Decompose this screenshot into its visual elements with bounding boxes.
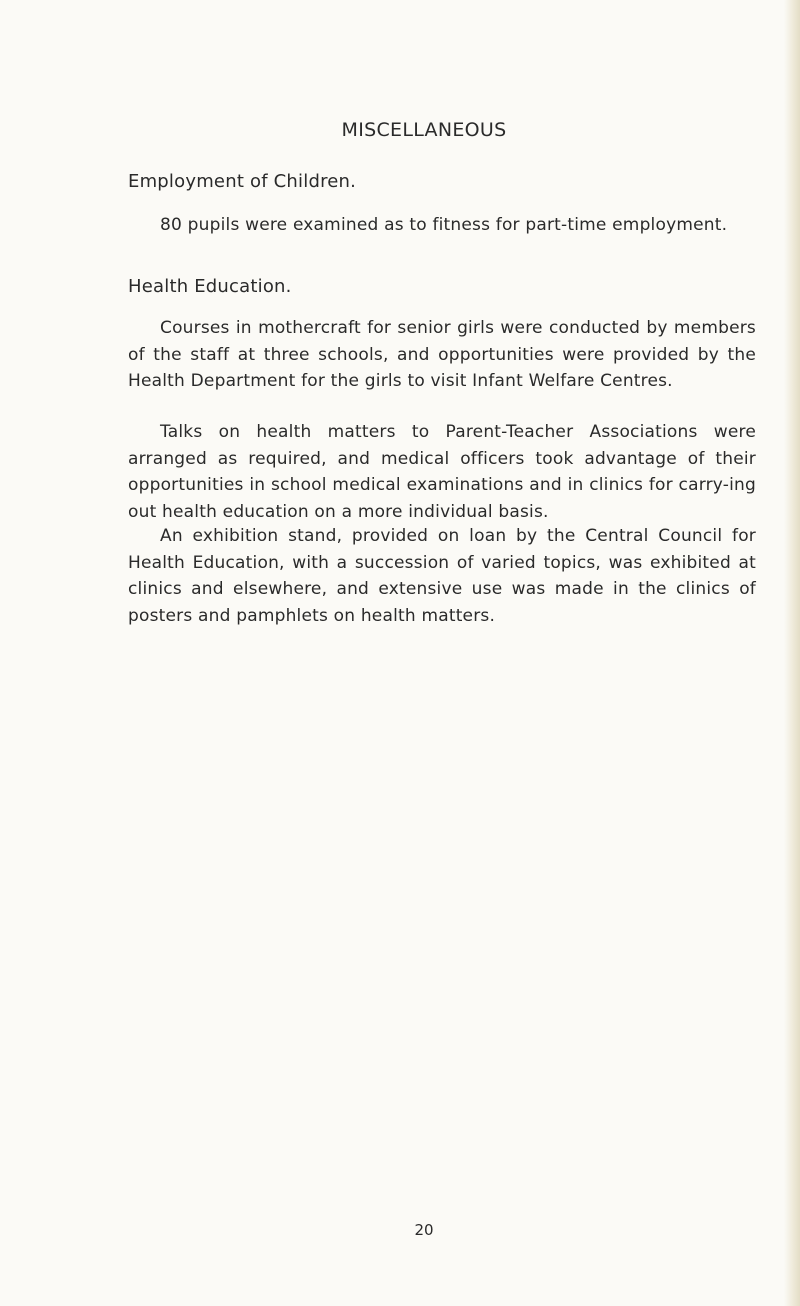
page-edge-shadow [784,0,800,1306]
paragraph-employment: 80 pupils were examined as to fitness for part-time employment. [160,215,728,235]
section-heading-employment: Employment of Children. [128,171,357,192]
paragraph-talks: Talks on health matters to Parent-Teacher Associations were arranged as required, and medical officers took advantage of their opportunities in school medical examinations and in clinics for carry-ing out health education on a more individual basis. [128,422,756,522]
page-title: MISCELLANEOUS [341,119,507,141]
paragraph-mothercraft: Courses in mothercraft for senior girls were conducted by members of the staff at three schools, and opportunities were provided by the Health Department for the girls to visit Infant Welfare Centres. [128,318,756,391]
page-number: 20 [414,1221,434,1239]
paragraph-exhibition: An exhibition stand, provided on loan by the Central Council for Health Education, with a succession of varied topics, was exhibited at clinics and elsewhere, and extensive use was made in the clinics of posters and pamphlets on health matters. [128,526,756,626]
section-heading-health-education: Health Education. [128,276,292,297]
